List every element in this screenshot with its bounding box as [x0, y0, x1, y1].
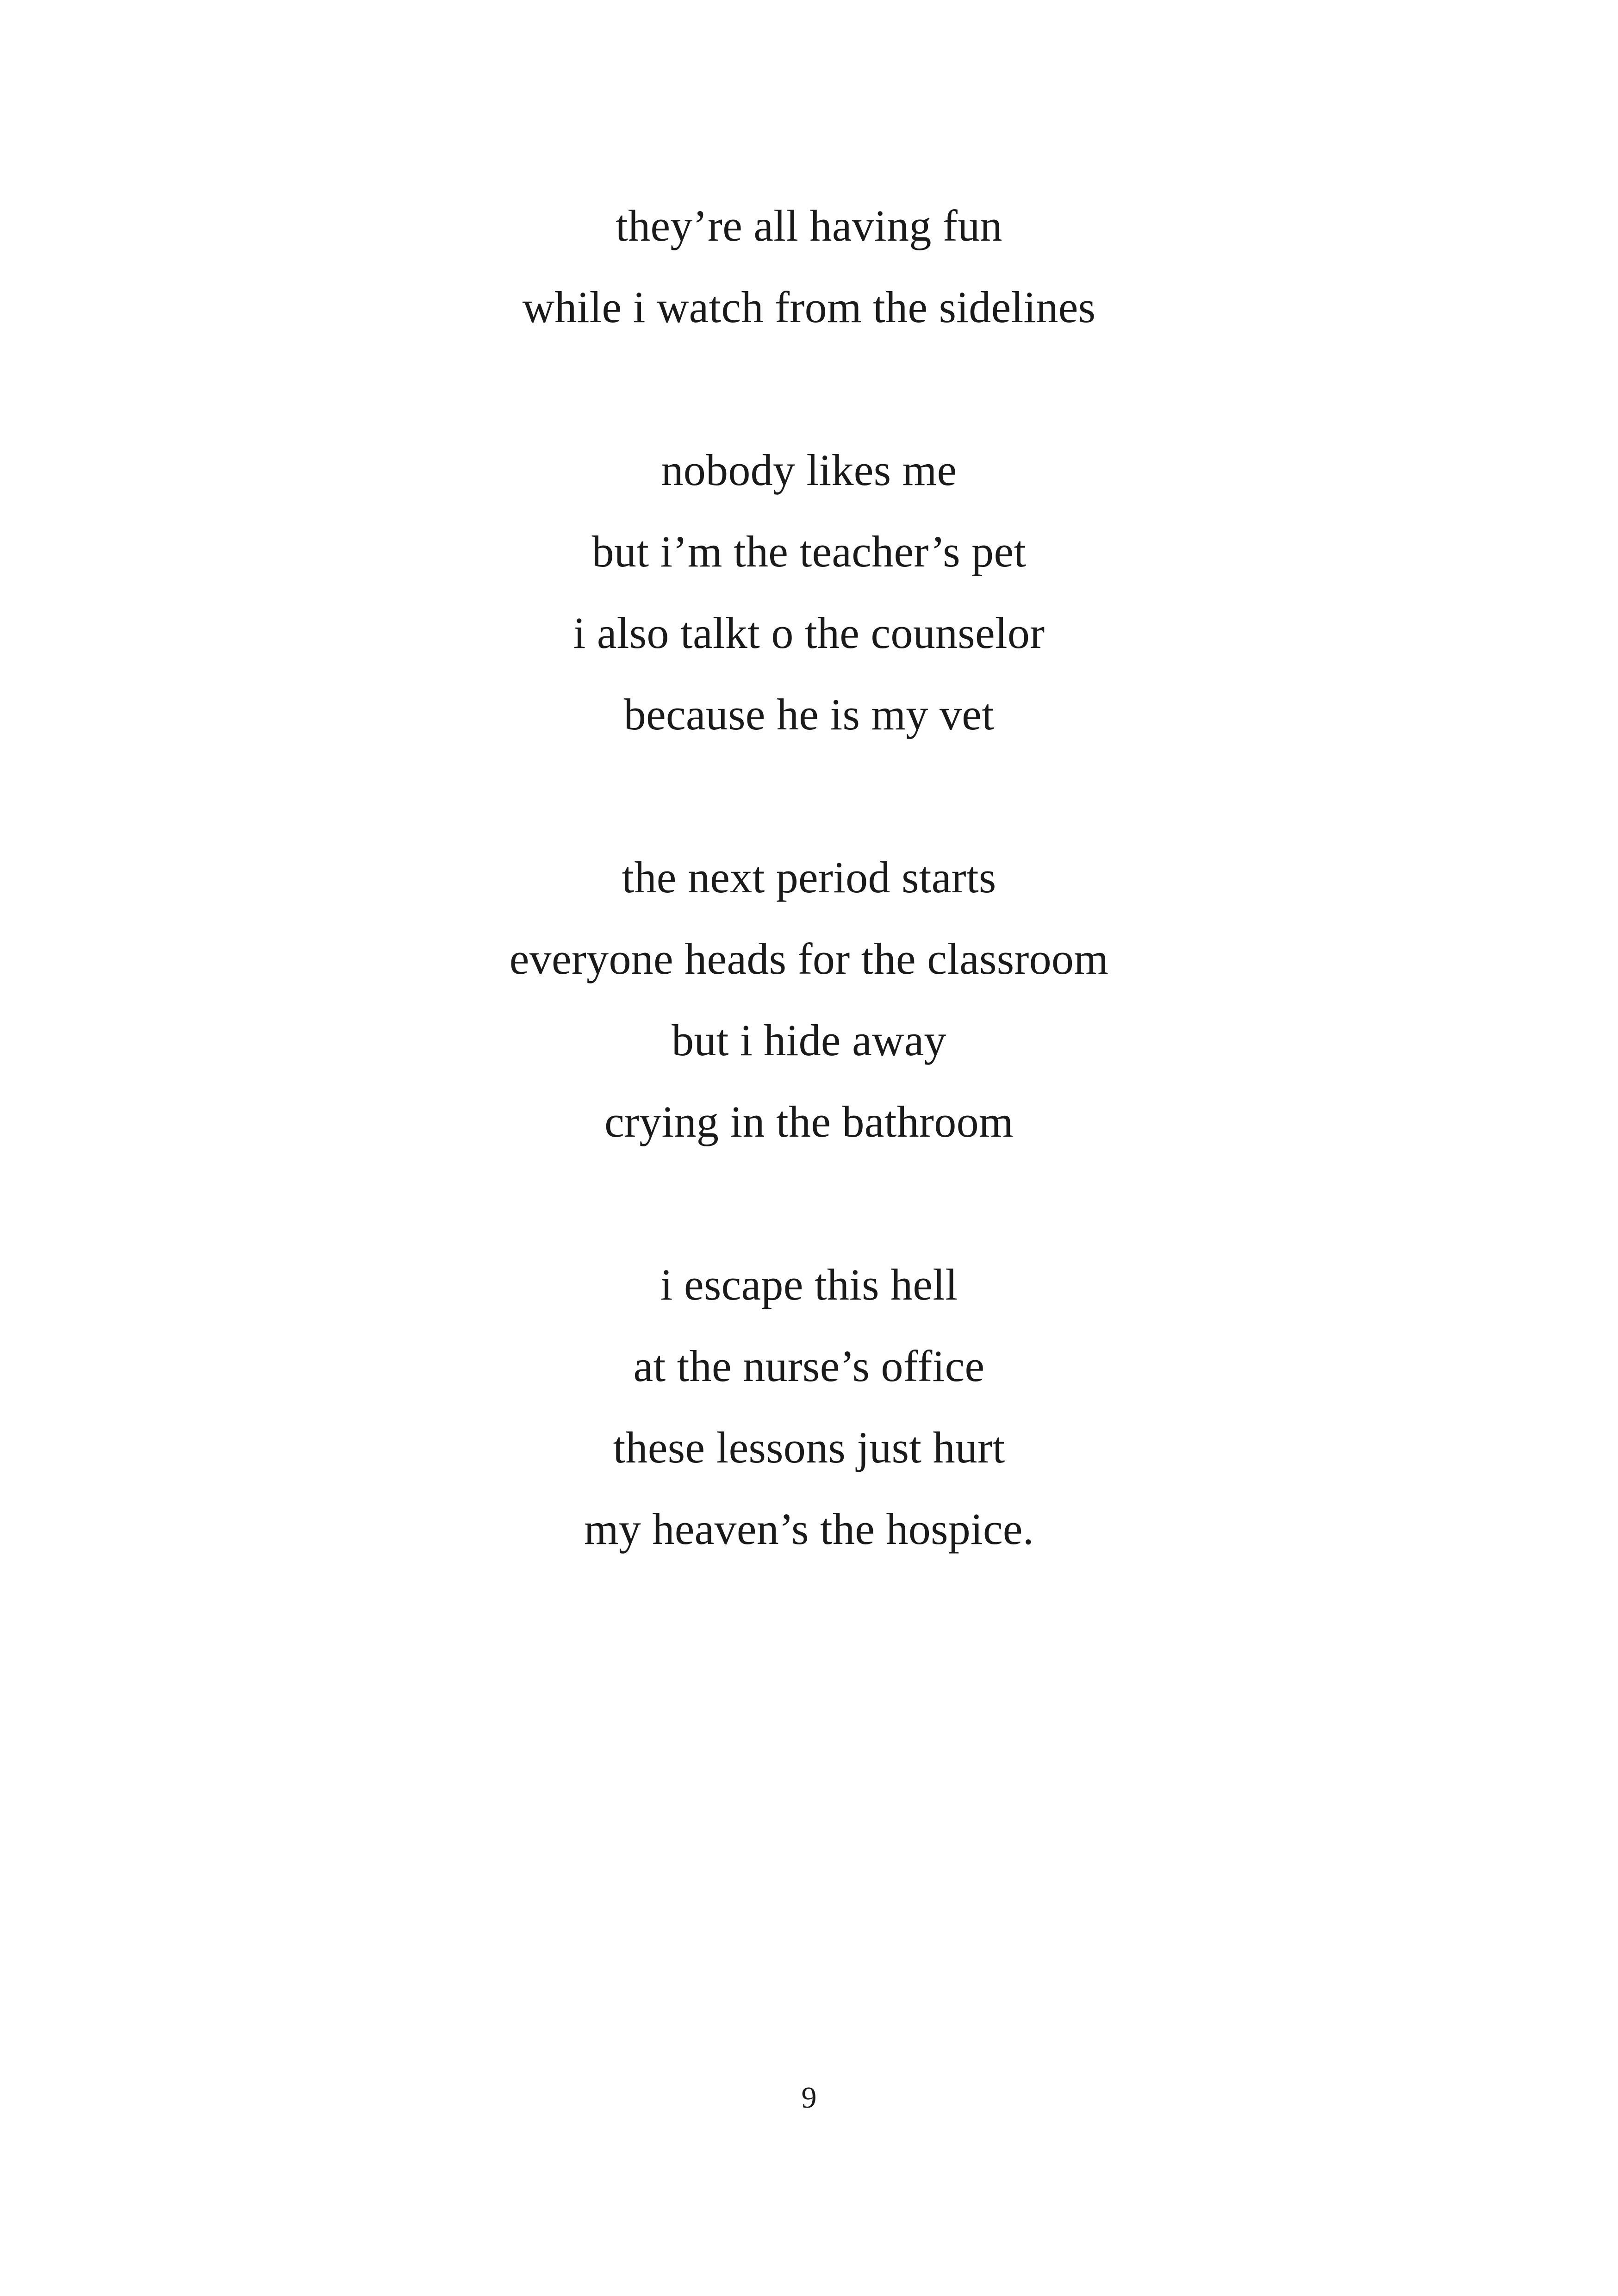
poem-line: but i hide away [672, 1015, 946, 1065]
poem-line: but i’m the teacher’s pet [591, 527, 1027, 576]
page-number: 9 [801, 2081, 817, 2115]
poem-line: my heaven’s the hospice. [584, 1504, 1034, 1554]
poem-line: at the nurse’s office [633, 1341, 985, 1391]
stanza-2 [0, 429, 1618, 755]
poem-line: they’re all having fun [616, 201, 1002, 250]
poem-line: nobody likes me [661, 445, 957, 495]
poem-line: i also talkt o the counselor [573, 608, 1045, 658]
stanza-1 [0, 185, 1618, 348]
poem-line: while i watch from the sidelines [522, 282, 1096, 332]
poem-line: crying in the bathroom [604, 1097, 1014, 1146]
poem-line: because he is my vet [623, 690, 995, 739]
poem-line: the next period starts [622, 852, 996, 902]
stanza-3 [0, 837, 1618, 1163]
poem-line: these lessons just hurt [613, 1423, 1005, 1472]
stanza-4 [0, 1244, 1618, 1570]
poem-line: i escape this hell [660, 1260, 958, 1309]
poem-body [0, 185, 1618, 1570]
poem-line: everyone heads for the classroom [509, 934, 1109, 983]
